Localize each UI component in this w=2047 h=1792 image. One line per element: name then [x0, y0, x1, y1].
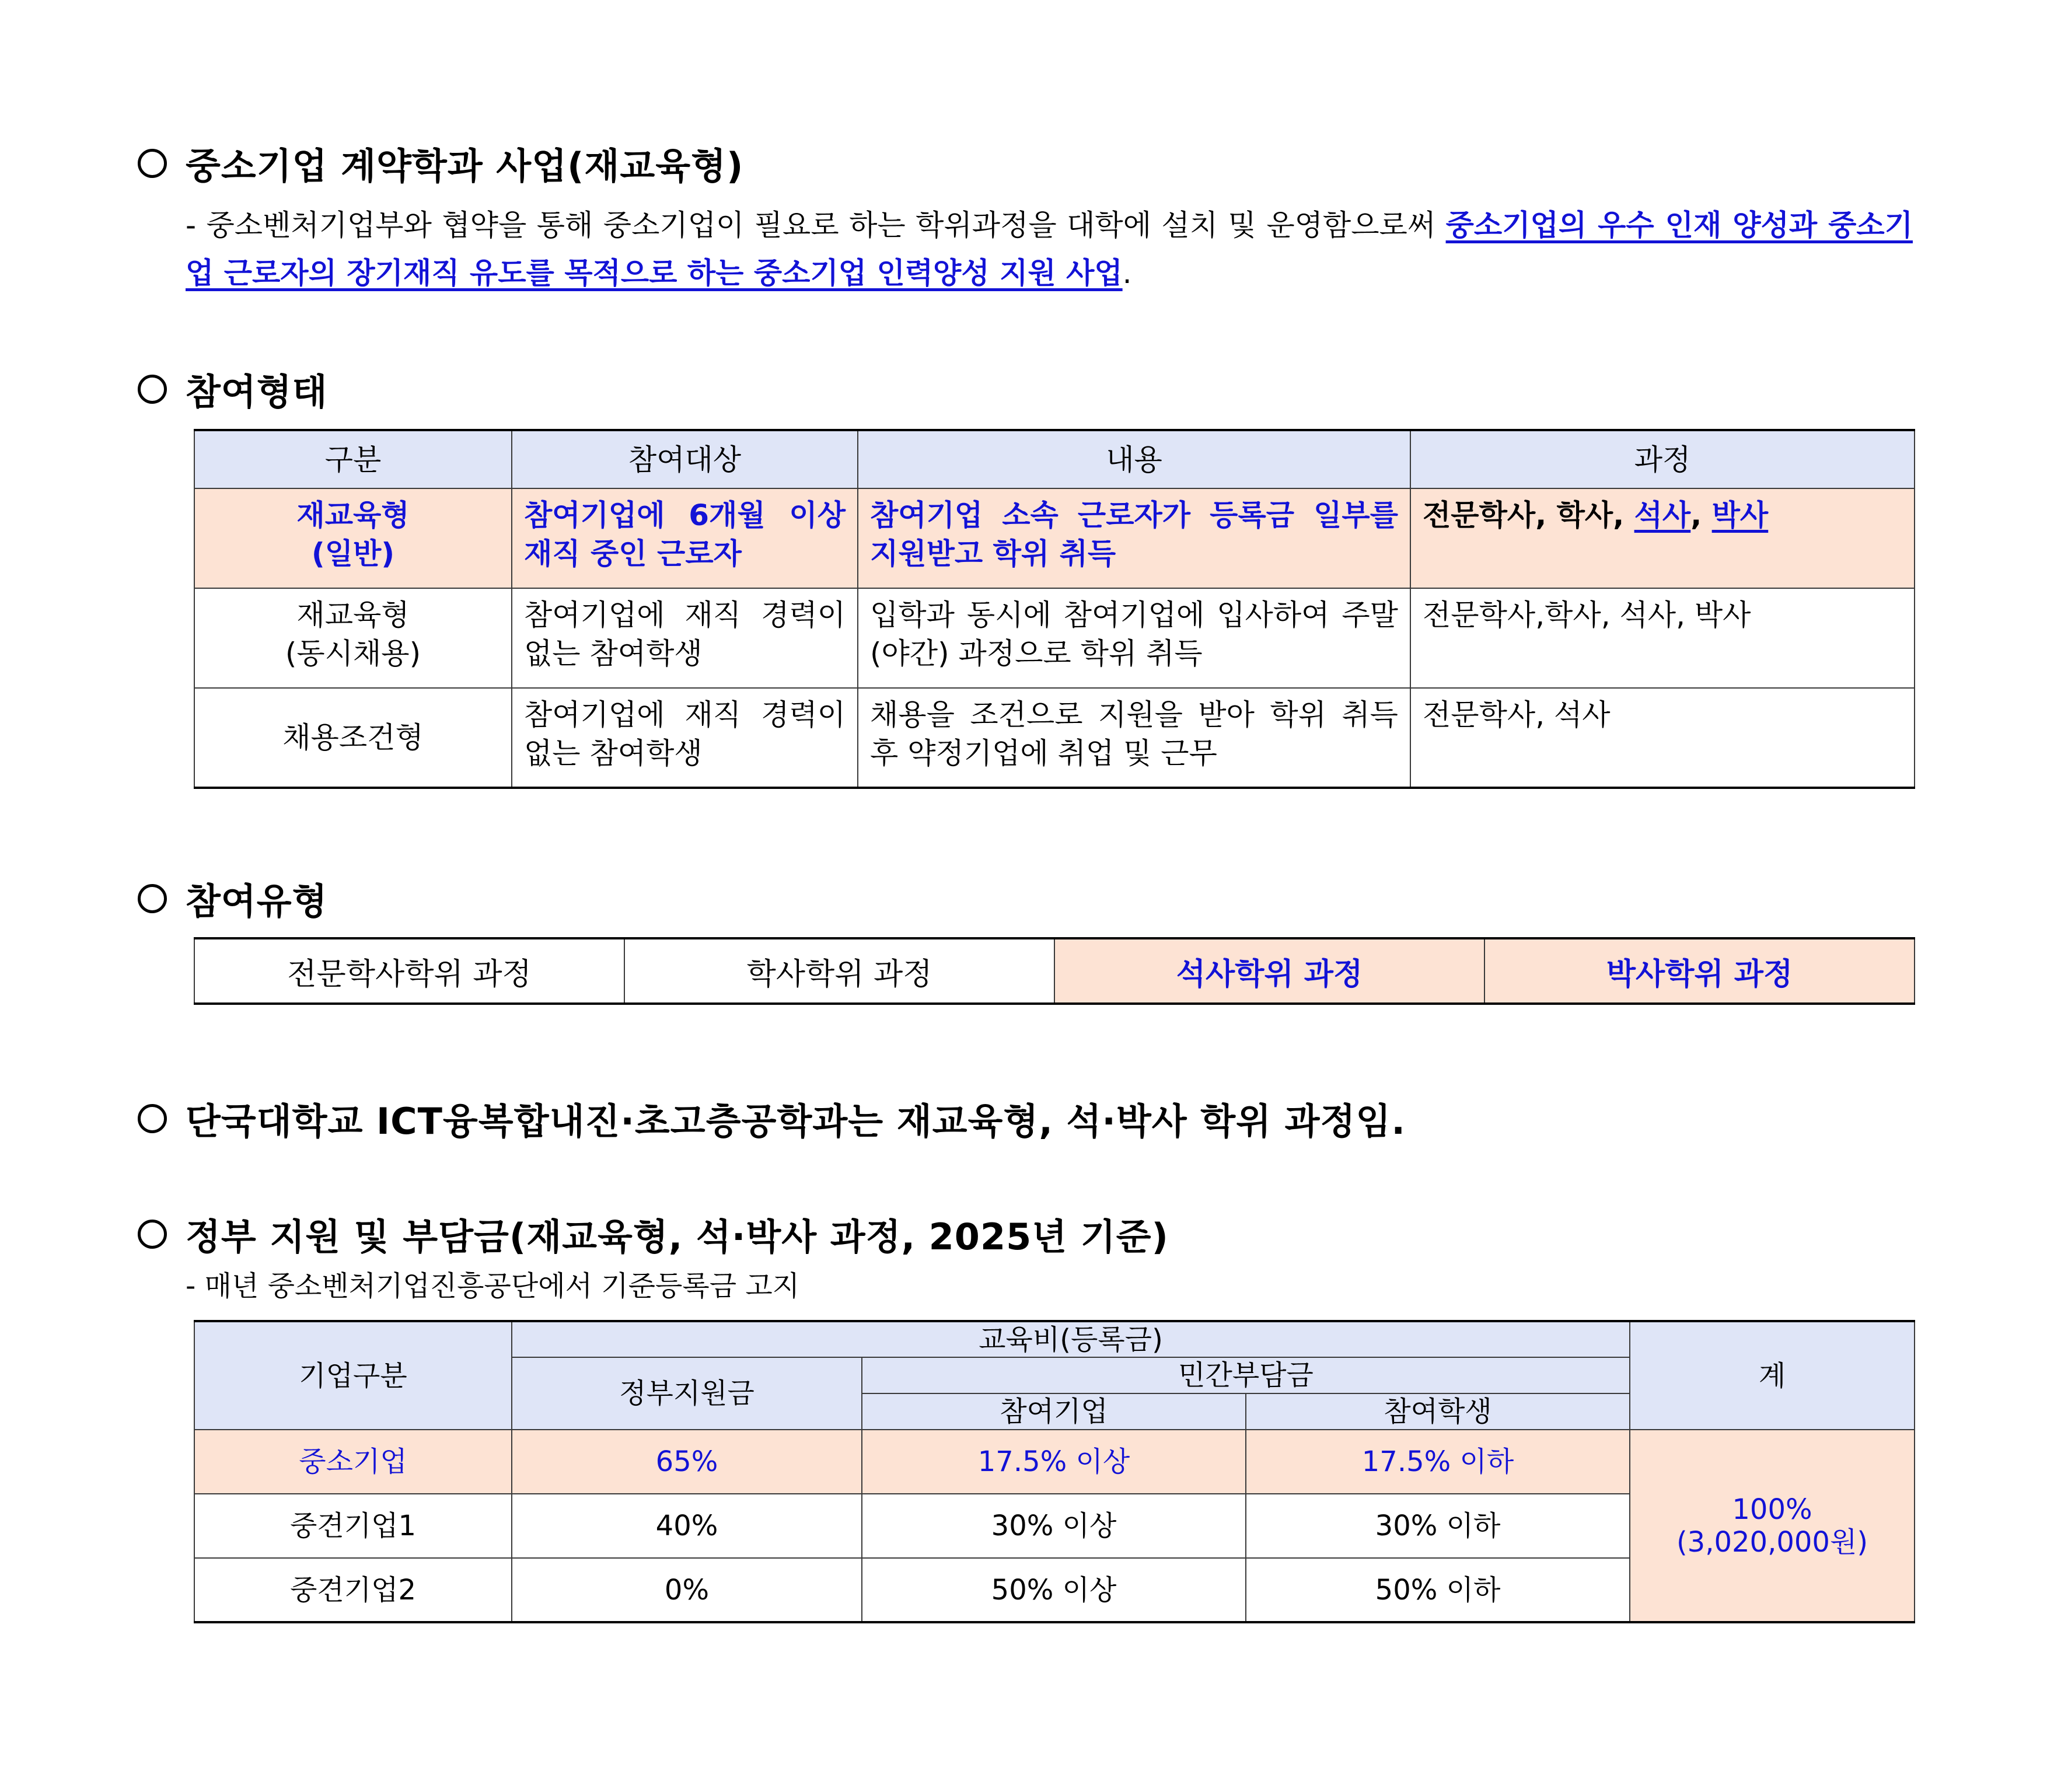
firm-cell: 30% 이상	[862, 1494, 1246, 1558]
firm-cell: 17.5% 이상	[862, 1430, 1246, 1494]
column-header: 구분	[194, 430, 512, 488]
student-cell: 30% 이하	[1246, 1494, 1630, 1558]
course-cell: 전문학사,학사, 석사, 박사	[1410, 588, 1915, 688]
column-header: 참여대상	[512, 430, 858, 488]
type-doctor: 박사학위 과정	[1484, 938, 1915, 1004]
intro-text: - 중소벤처기업부와 협약을 통해 중소기업이 필요로 하는 학위과정을 대학에 설치 및 운영함으로써	[186, 208, 1446, 242]
circle-bullet-icon	[138, 1220, 167, 1249]
table-row	[194, 688, 1915, 788]
gov-cell: 65%	[512, 1430, 862, 1494]
intro-paragraph	[186, 201, 1913, 297]
section-heading-funding	[138, 1208, 1169, 1260]
participation-form-table	[194, 429, 1915, 789]
section-heading-contract-dept	[138, 137, 743, 189]
type-cell: 채용조건형	[194, 688, 512, 788]
type-cell: 재교육형 (동시채용)	[194, 588, 512, 688]
section-heading-dankook	[138, 1092, 1406, 1144]
gov-header: 정부지원금	[512, 1357, 862, 1430]
circle-bullet-icon	[138, 1104, 167, 1133]
tuition-header: 교육비(등록금)	[512, 1321, 1630, 1357]
circle-bullet-icon	[138, 884, 167, 913]
section-title: 참여유형	[186, 880, 328, 923]
section-title: 단국대학교 ICT융복합내진·초고층공학과는 재교육형, 석·박사 학위 과정임.	[186, 1100, 1406, 1143]
company-cell: 중소기업	[194, 1430, 512, 1494]
circle-bullet-icon	[138, 149, 167, 178]
target-cell: 참여기업에 재직 경력이 없는 참여학생	[512, 588, 858, 688]
firm-header: 참여기업	[862, 1393, 1246, 1430]
target-cell: 참여기업에 재직 경력이 없는 참여학생	[512, 688, 858, 788]
content-cell: 입학과 동시에 참여기업에 입사하여 주말(야간) 과정으로 학위 취득	[858, 588, 1410, 688]
total-header: 계	[1630, 1321, 1915, 1430]
section-title: 정부 지원 및 부담금(재교육형, 석·박사 과정, 2025년 기준)	[186, 1215, 1169, 1258]
student-header: 참여학생	[1246, 1393, 1630, 1430]
company-cell: 중견기업1	[194, 1494, 512, 1558]
course-doctor: 박사	[1711, 498, 1769, 532]
type-cell: 재교육형 (일반)	[194, 488, 512, 588]
content-cell: 참여기업 소속 근로자가 등록금 일부를 지원받고 학위 취득	[858, 488, 1410, 588]
section-title: 참여형태	[186, 371, 328, 413]
course-cell: 전문학사, 학사, 석사, 박사	[1410, 488, 1915, 588]
circle-bullet-icon	[138, 375, 167, 404]
section-title: 중소기업 계약학과 사업(재교육형)	[186, 145, 744, 187]
gov-cell: 40%	[512, 1494, 862, 1558]
table-row	[194, 1430, 1915, 1494]
type-master: 석사학위 과정	[1054, 938, 1484, 1004]
total-cell: 100% (3,020,000원)	[1630, 1430, 1915, 1622]
type-bachelor: 학사학위 과정	[624, 938, 1054, 1004]
gov-cell: 0%	[512, 1558, 862, 1622]
target-cell: 참여기업에 6개월 이상 재직 중인 근로자	[512, 488, 858, 588]
course-master: 석사	[1634, 498, 1691, 532]
participation-type-table	[194, 937, 1915, 1005]
table-row	[194, 488, 1915, 588]
section-heading-participation-form	[138, 363, 328, 415]
funding-note: - 매년 중소벤처기업진흥공단에서 기준등록금 고지	[186, 1270, 800, 1302]
intro-emphasis: 중소기업의 우수 인재 양성과 중소기업 근로자의 장기재직 유도를 목적으로 하는 중소기업 인력양성 지원 사업	[186, 208, 1913, 290]
column-header: 과정	[1410, 430, 1915, 488]
intro-suffix: .	[1122, 256, 1132, 290]
private-header: 민간부담금	[862, 1357, 1630, 1393]
funding-table	[194, 1320, 1915, 1623]
student-cell: 50% 이하	[1246, 1558, 1630, 1622]
section-heading-participation-type	[138, 872, 328, 924]
column-header: 내용	[858, 430, 1410, 488]
course-cell: 전문학사, 석사	[1410, 688, 1915, 788]
content-cell: 채용을 조건으로 지원을 받아 학위 취득 후 약정기업에 취업 및 근무	[858, 688, 1410, 788]
student-cell: 17.5% 이하	[1246, 1430, 1630, 1494]
company-header: 기업구분	[194, 1321, 512, 1430]
firm-cell: 50% 이상	[862, 1558, 1246, 1622]
type-associate: 전문학사학위 과정	[194, 938, 624, 1004]
table-row	[194, 588, 1915, 688]
company-cell: 중견기업2	[194, 1558, 512, 1622]
